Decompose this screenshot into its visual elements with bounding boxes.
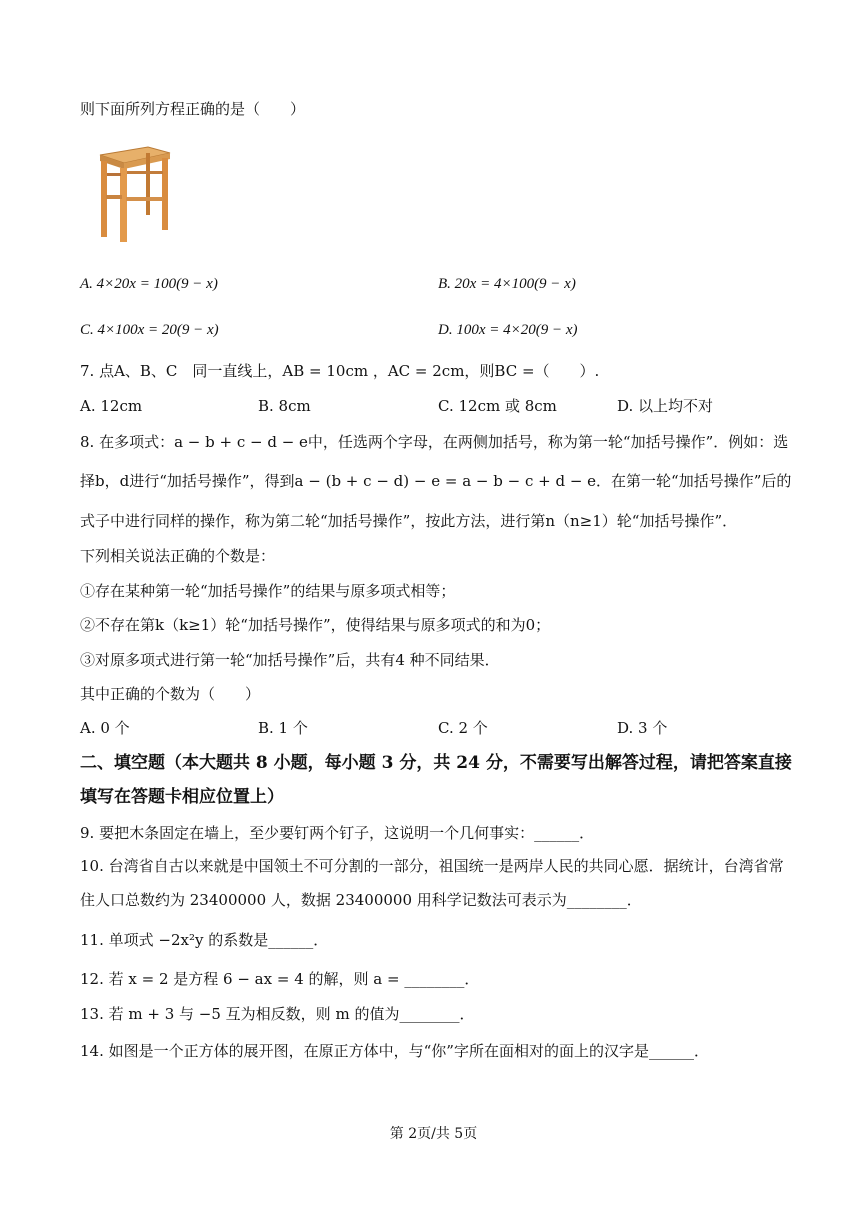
q7-option-c: C. 12cm 或 8cm: [438, 397, 557, 415]
q8-option-a: A. 0 个: [80, 719, 130, 737]
section-2-heading-line2: 填写在答题卡相应位置上）: [80, 787, 284, 807]
section-2-heading-line1: 二、填空题（本大题共 8 小题，每小题 3 分，共 24 分，不需要写出解答过程，请把答案直接: [80, 753, 792, 773]
q8-option-d: D. 3 个: [617, 719, 668, 737]
q7-option-a: A. 12cm: [80, 397, 143, 415]
q6-option-c: C. 4×100x = 20(9 − x): [80, 322, 219, 338]
q14: 14. 如图是一个正方体的展开图，在原正方体中，与“你”字所在面相对的面上的汉字是______．: [80, 1042, 709, 1060]
q8-statement-3: ③对原多项式进行第一轮“加括号操作”后，共有4 种不同结果．: [80, 651, 500, 669]
q8-statement-2: ②不存在第k（k≥1）轮“加括号操作”，使得结果与原多项式的和为0；: [80, 616, 551, 634]
q7-stem: 7. 点A、B、C 同一直线上，AB = 10cm ，AC = 2cm，则BC =（ ）.: [80, 362, 600, 380]
q8-line3: 式子中进行同样的操作，称为第二轮“加括号操作”，按此方法，进行第n（n≥1）轮“加括号操作”．: [80, 512, 738, 530]
q11: 11. 单项式 −2x²y 的系数是______．: [80, 931, 329, 949]
q6-option-b: B. 20x = 4×100(9 − x): [438, 276, 576, 292]
q9: 9. 要把木条固定在墙上，至少要钉两个钉子，这说明一个几何事实：______．: [80, 824, 595, 842]
q13: 13. 若 m + 3 与 −5 互为相反数，则 m 的值为________．: [80, 1005, 475, 1023]
q8-statement-1: ①存在某种第一轮“加括号操作”的结果与原多项式相等；: [80, 582, 456, 600]
q8-option-b: B. 1 个: [258, 719, 308, 737]
q6-option-a: A. 4×20x = 100(9 − x): [80, 276, 218, 292]
q8-line2: 择b，d进行“加括号操作”，得到a − (b + c − d) − e = a − b − c + d − e．在第一轮“加括号操作”后的: [80, 472, 792, 490]
q7-option-d: D. 以上均不对: [617, 397, 714, 415]
page-footer: 第 2页/共 5页: [389, 1126, 478, 1142]
q10-line2: 住人口总数约为 23400000 人，数据 23400000 用科学记数法可表示为________．: [80, 891, 642, 909]
q12: 12. 若 x = 2 是方程 6 − ax = 4 的解，则 a = ________．: [80, 970, 480, 988]
q6-option-d: D. 100x = 4×20(9 − x): [438, 322, 578, 338]
q8-line1: 8. 在多项式：a − b + c − d − e中，任选两个字母，在两侧加括号，称为第一轮“加括号操作”．例如：选: [80, 433, 789, 451]
stool-image: [96, 143, 172, 243]
q7-option-b: B. 8cm: [258, 397, 311, 415]
q8-line4: 下列相关说法正确的个数是：: [80, 547, 276, 565]
q6-stem: 则下面所列方程正确的是（ ）: [80, 100, 306, 118]
q8-option-c: C. 2 个: [438, 719, 488, 737]
q8-ask: 其中正确的个数为（ ）: [80, 685, 261, 703]
q10-line1: 10. 台湾省自古以来就是中国领土不可分割的一部分，祖国统一是两岸人民的共同心愿．据统计，台湾省常: [80, 857, 784, 875]
